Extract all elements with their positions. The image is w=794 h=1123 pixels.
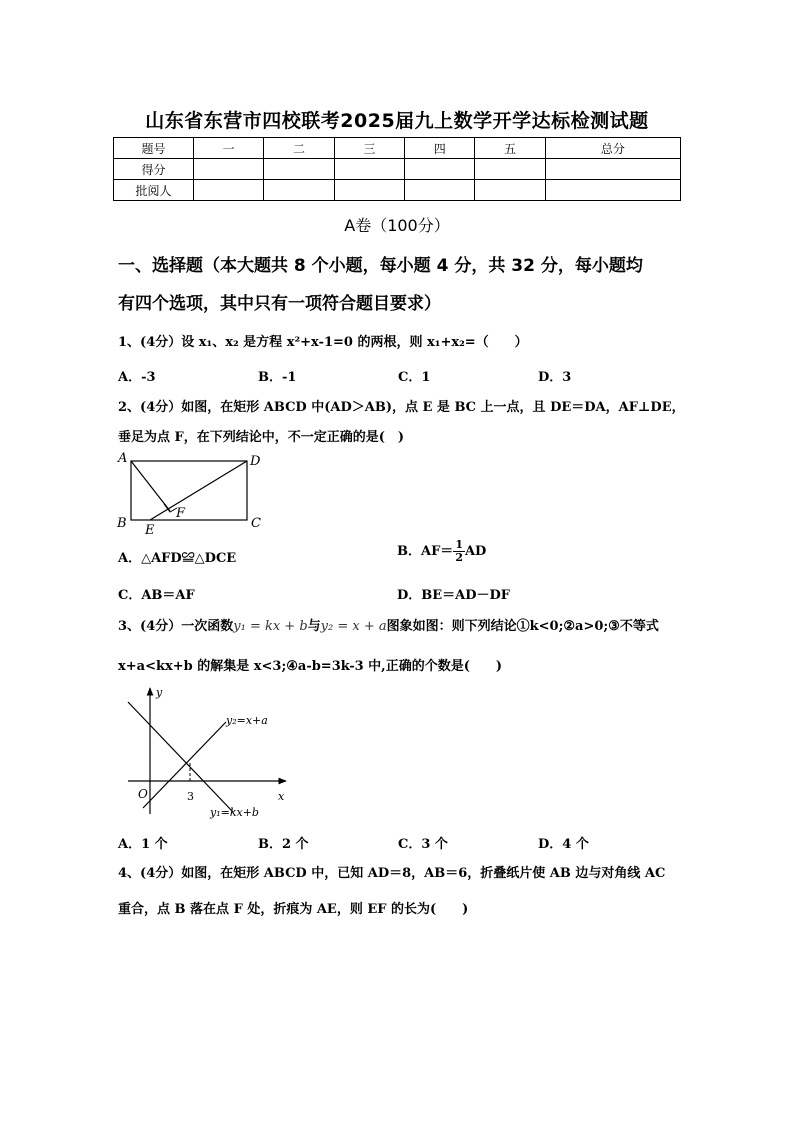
score-cell (545, 180, 680, 201)
score-header-cell: 二 (264, 138, 334, 159)
label-d: D (250, 454, 261, 469)
score-cell (475, 180, 545, 201)
score-cell (405, 180, 475, 201)
score-table-row (114, 180, 681, 201)
q2-stem-cont: 垂足为点 F，在下列结论中，不一定正确的是( ) (118, 430, 405, 445)
rectangle-abcd (131, 461, 247, 520)
q2-rectangle-figure (114, 450, 274, 540)
label-f: F (176, 506, 186, 521)
q2-option-b (397, 539, 486, 564)
score-cell (264, 180, 334, 201)
label-a: A (118, 451, 128, 466)
part1-heading-cont: 有四个选项，其中只有一项符合题目要求） (118, 294, 441, 314)
score-table (113, 137, 681, 201)
label-b: B (117, 516, 127, 531)
label-c: C (251, 516, 261, 531)
q3-option-d: D．4 个 (538, 837, 589, 852)
paper-title: 山东省东营市四校联考2025届九上数学开学达标检测试题 (145, 110, 649, 132)
segment-de (150, 461, 247, 520)
q2-option-b-suffix: AD (464, 544, 487, 559)
q3-stem-mid: 与 (307, 619, 321, 634)
score-cell (334, 180, 404, 201)
q3-stem-cont: x+a<kx+b 的解集是 x<3;④a-b=3k-3 中,正确的个数是( ) (118, 659, 503, 674)
line-label-y1: y₁=kx+b (210, 806, 259, 819)
score-cell (194, 159, 264, 180)
q3-stem (118, 617, 698, 637)
q2-option-b-prefix: B．AF＝ (397, 544, 454, 559)
label-e: E (145, 523, 155, 538)
q2-option-a: A．△AFD≌△DCE (118, 551, 237, 566)
q1-option-d: D．3 (538, 370, 572, 385)
score-table-row (114, 159, 681, 180)
q3-option-a: A．1 个 (118, 837, 168, 852)
score-cell (405, 159, 475, 180)
fraction-one-half (453, 539, 465, 564)
q3-option-c: C．3 个 (398, 837, 448, 852)
score-row-label: 得分 (114, 159, 194, 180)
line-label-y2: y₂=x+a (226, 714, 268, 727)
q4-stem-cont: 重合，点 B 落在点 F 处，折痕为 AE，则 EF 的长为( ) (118, 902, 469, 917)
q3-equation-1: y₁ = kx + b (233, 619, 308, 634)
q3-option-b: B．2 个 (258, 837, 309, 852)
q1-option-c: C．1 (398, 370, 431, 385)
origin-label: O (138, 787, 148, 801)
q4-stem: 4、(4分）如图，在矩形 ABCD 中，已知 AD＝8，AB＝6，折叠纸片使 AB 边与对角线 AC (118, 866, 666, 881)
q3-equation-2: y₂ = x + a (320, 619, 387, 634)
tick-label-3: 3 (187, 790, 194, 803)
score-header-cell: 题号 (114, 138, 194, 159)
score-header-cell: 一 (194, 138, 264, 159)
axis-label-y: y (156, 686, 163, 699)
score-cell (545, 159, 680, 180)
score-cell (264, 159, 334, 180)
score-row-label: 批阅人 (114, 180, 194, 201)
score-header-cell: 五 (475, 138, 545, 159)
section-title: A卷（100分） (344, 216, 450, 235)
score-cell (194, 180, 264, 201)
q3-stem-prefix: 3、(4分）一次函数 (118, 619, 234, 634)
fraction-denominator: 2 (455, 551, 463, 564)
q2-stem: 2、(4分）如图，在矩形 ABCD 中(AD＞AB)，点 E 是 BC 上一点，且 DE＝DA，AF⊥DE， (118, 400, 685, 415)
q1-option-a: A．-3 (118, 370, 156, 385)
q2-option-d: D．BE＝AD－DF (397, 588, 511, 603)
q2-option-c: C．AB＝AF (118, 588, 195, 603)
score-header-cell: 总分 (545, 138, 680, 159)
score-header-cell: 三 (334, 138, 404, 159)
score-cell (334, 159, 404, 180)
q3-stem-suffix: 图象如图：则下列结论①k<0;②a>0;③不等式 (386, 619, 659, 634)
axis-label-x: x (278, 790, 285, 803)
score-header-cell: 四 (405, 138, 475, 159)
part1-heading: 一、选择题（本大题共 8 个小题，每小题 4 分，共 32 分，每小题均 (118, 256, 643, 276)
q1-option-b: B．-1 (258, 370, 297, 385)
q3-graph-figure (118, 684, 298, 824)
score-table-header-row (114, 138, 681, 159)
line-y2 (143, 722, 226, 808)
score-cell (475, 159, 545, 180)
q1-stem: 1、(4分）设 x₁、x₂ 是方程 x²+x-1=0 的两根，则 x₁+x₂=（ ） (118, 335, 528, 350)
segment-af (131, 461, 170, 511)
fraction-numerator: 1 (455, 538, 463, 551)
